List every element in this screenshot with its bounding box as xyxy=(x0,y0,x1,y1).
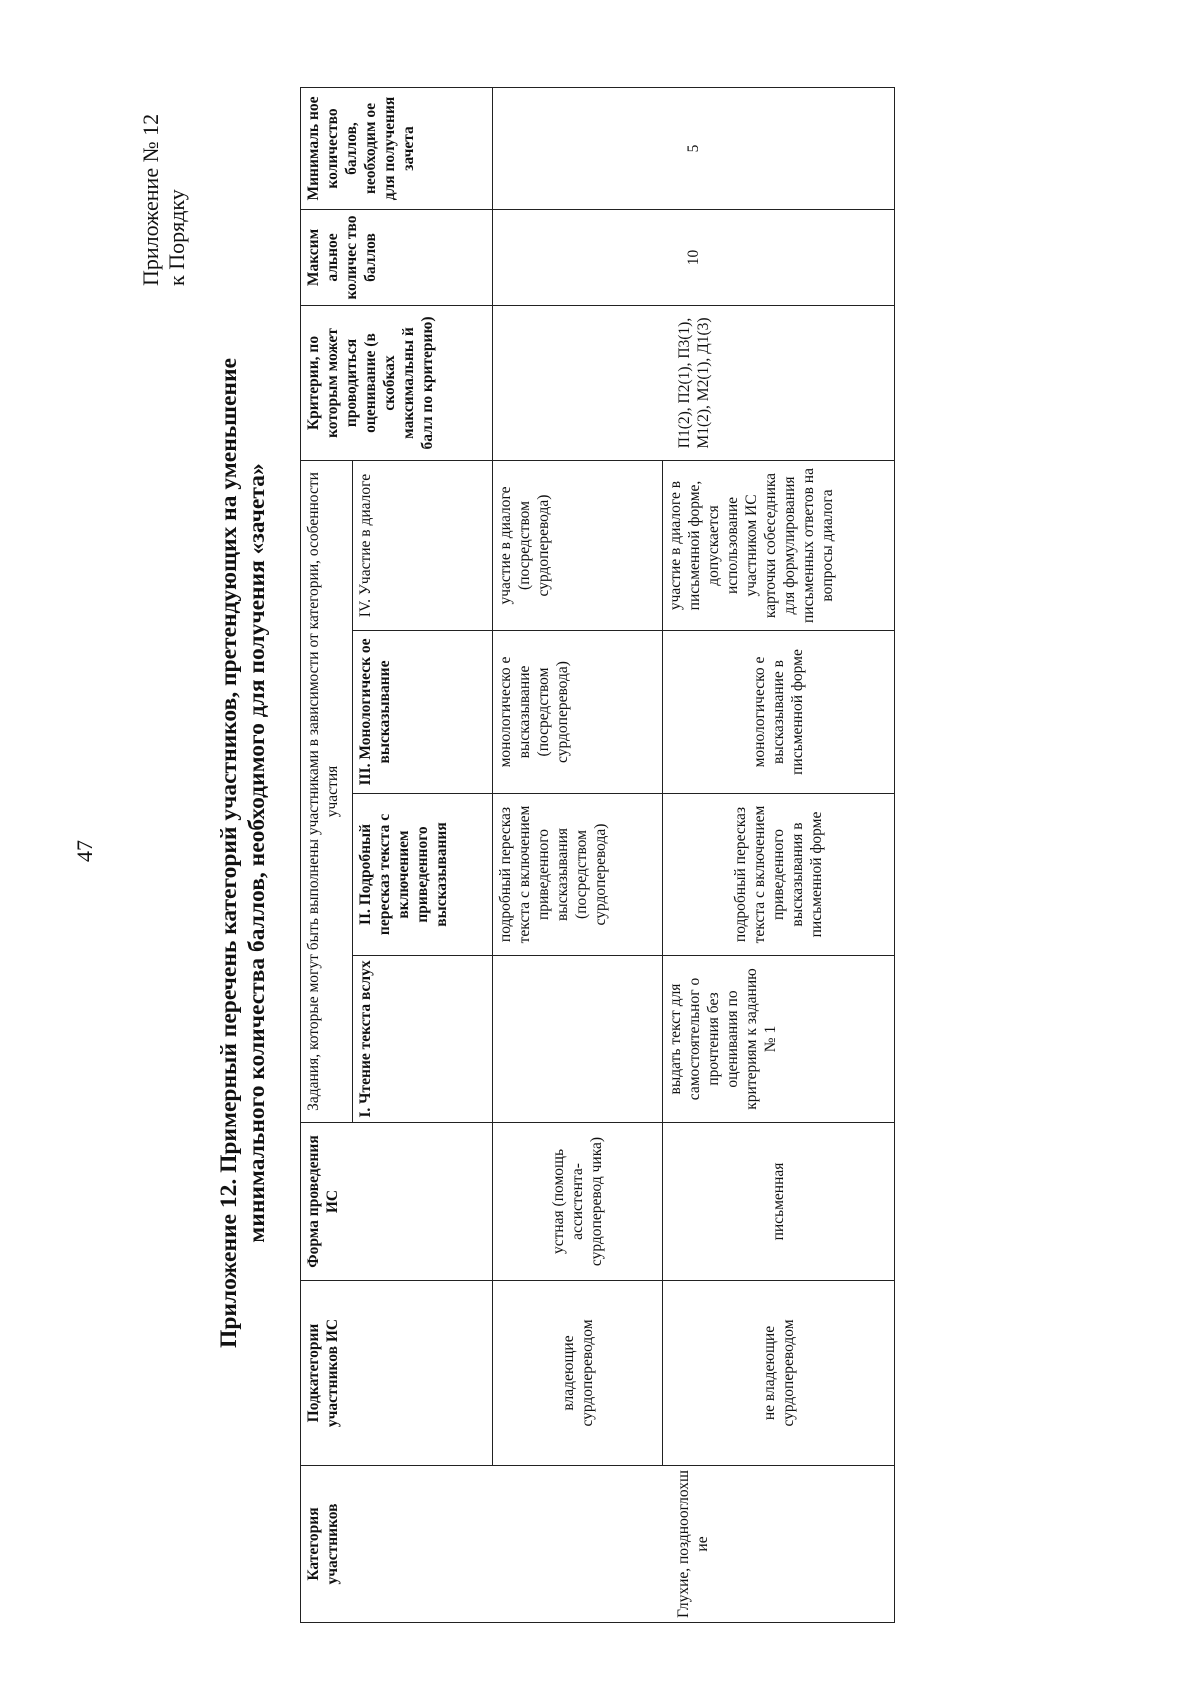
form-cell: письменная xyxy=(663,1123,895,1281)
title-line-1: Приложение 12. Примерный перечень категорий участников, претендующих на уменьшение xyxy=(216,358,242,1348)
header-form: Форма проведения ИС xyxy=(301,1123,493,1281)
header-task3: III. Монологическ ое высказывание xyxy=(353,631,493,794)
header-min: Минималь ное количество баллов, необходим ое для получения зачета xyxy=(301,88,493,210)
category-cell: Глухие, позднооглохш ие xyxy=(493,1466,895,1623)
header-task1: I. Чтение текста вслух xyxy=(353,956,493,1123)
min-score-cell: 5 xyxy=(493,88,895,210)
task1-cell: выдать текст для самостоятельног о прочтения без оценивания по критериям к заданию № 1 xyxy=(663,956,895,1123)
document-title xyxy=(215,103,271,1603)
subcategory-cell: не владеющие сурдопереводом xyxy=(663,1281,895,1466)
task3-cell: монологическо е высказывание (посредством сурдоперевода) xyxy=(493,631,663,794)
subcategory-cell: владеющие сурдопереводом xyxy=(493,1281,663,1466)
appendix-line-2: к Порядку xyxy=(164,189,189,286)
task2-cell: подробный пересказ текста с включением приведенного высказывания в письменной форме xyxy=(663,794,895,956)
header-subcategory: Подкатегории участников ИС xyxy=(301,1281,493,1466)
appendix-line-1: Приложение № 12 xyxy=(138,113,163,286)
criteria-cell: П1(2), П2(1), П3(1), М1(2), М2(1), Д1(3) xyxy=(493,306,895,461)
task1-cell xyxy=(493,956,663,1123)
table-row xyxy=(493,88,663,1623)
header-max: Максим альное количес тво баллов xyxy=(301,210,493,306)
page-number: 47 xyxy=(72,840,97,862)
header-row-1 xyxy=(301,88,353,1623)
task4-cell: участие в диалоге в письменной форме, допускается использование участником ИС карточки собеседника для формулирования письменных ответов на вопросы диалога xyxy=(663,461,895,631)
task4-cell: участие в диалоге (посредством сурдоперевода) xyxy=(493,461,663,631)
task3-cell: монологическо е высказывание в письменной форме xyxy=(663,631,895,794)
header-task4: IV. Участие в диалоге xyxy=(353,461,493,631)
title-line-2: минимального количества баллов, необходимого для получения «зачета» xyxy=(244,463,270,1243)
task2-cell: подробный пересказ текста с включением приведенного высказывания (посредством сурдоперевода) xyxy=(493,794,663,956)
header-criteria: Критерии, по которым может проводиться оценивание (в скобках максимальны й балл по критерию) xyxy=(301,306,493,461)
max-score-cell: 10 xyxy=(493,210,895,306)
form-cell: устная (помощь ассистента-сурдоперевод чика) xyxy=(493,1123,663,1281)
header-tasks-group: Задания, которые могут быть выполнены участниками в зависимости от категории, особенности участия xyxy=(301,461,353,1123)
appendix-reference xyxy=(138,78,190,298)
header-category: Категория участников xyxy=(301,1466,493,1623)
header-task2: II. Подробный пересказ текста с включением приведенного высказывания xyxy=(353,794,493,956)
categories-table xyxy=(300,87,895,1623)
